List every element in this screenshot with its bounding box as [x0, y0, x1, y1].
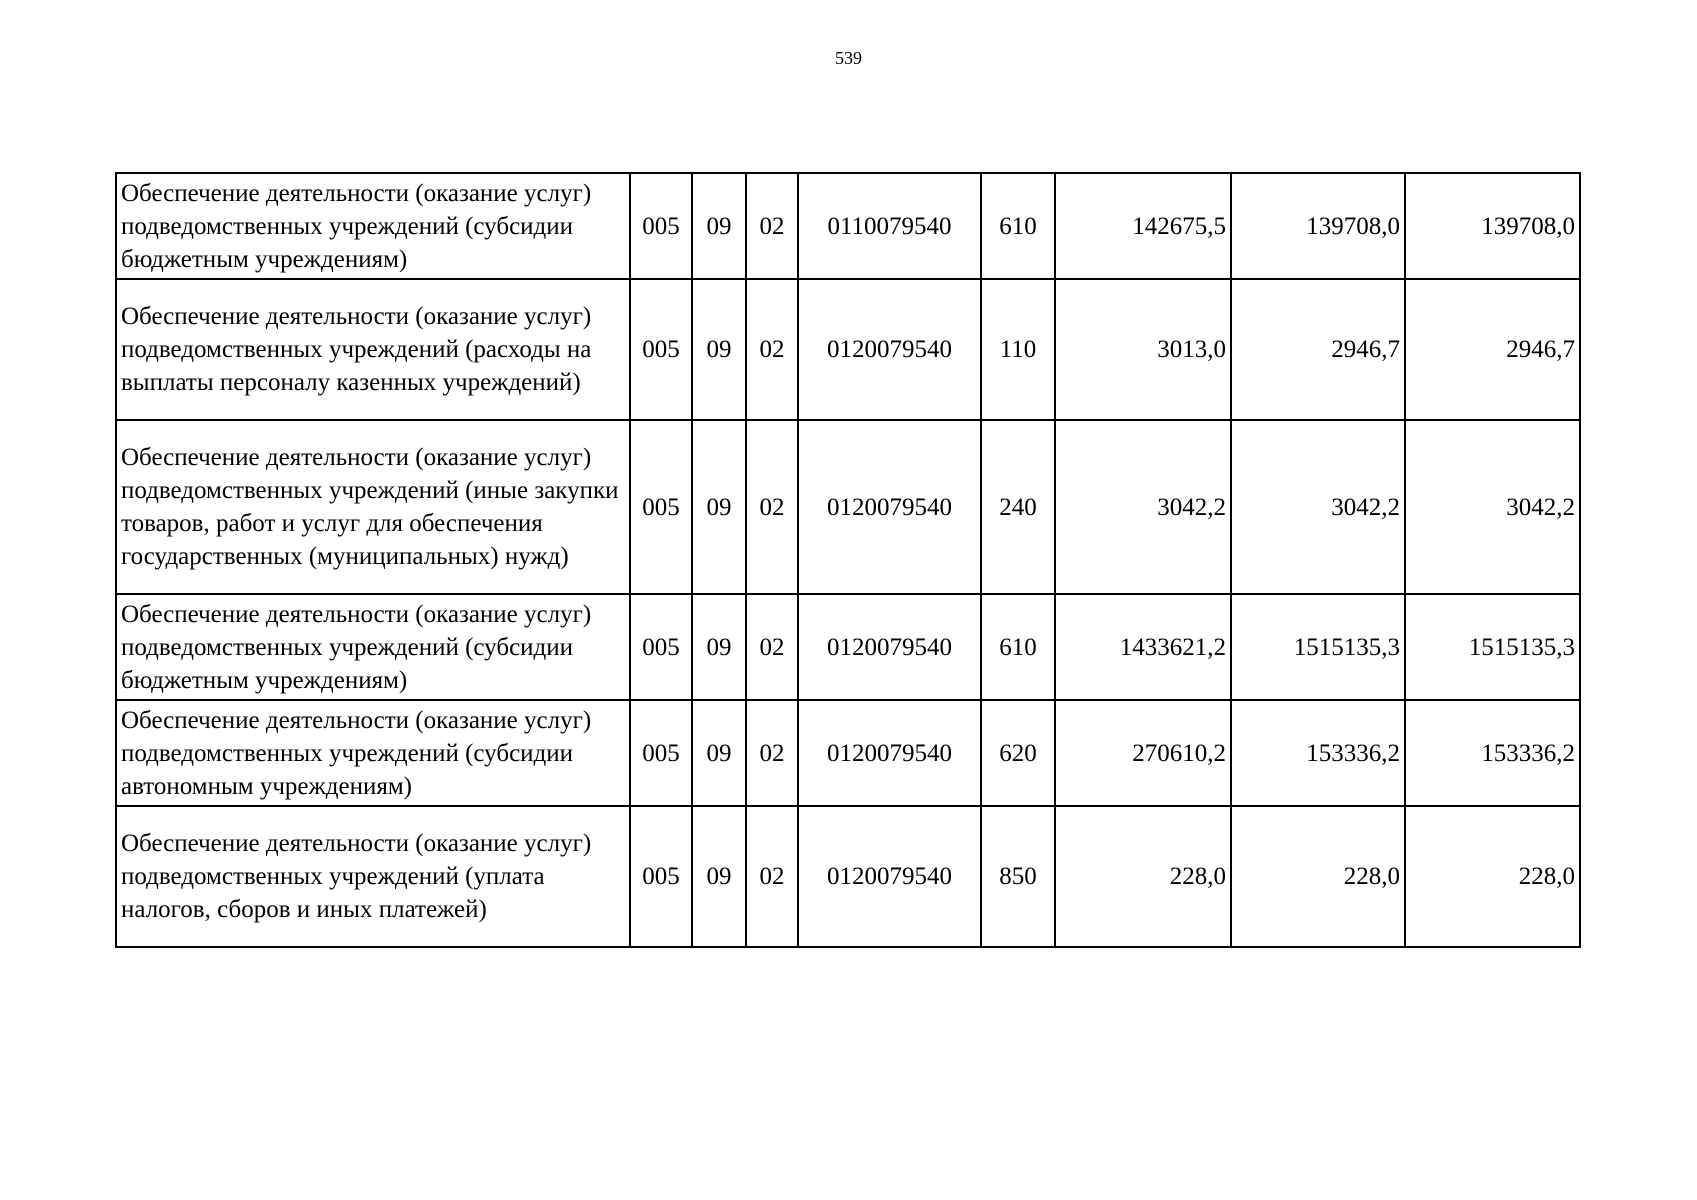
table-row [116, 594, 1580, 700]
table-row [116, 279, 1580, 420]
amount-3: 3042,2 [1405, 420, 1580, 594]
table-row [116, 806, 1580, 947]
amount-1: 1433621,2 [1055, 594, 1231, 700]
section-code: 09 [692, 700, 746, 806]
section-code: 09 [692, 420, 746, 594]
section-code: 09 [692, 279, 746, 420]
row-description: Обеспечение деятельности (оказание услуг) подведомственных учреждений (уплата налогов, сборов и иных платежей) [116, 806, 630, 947]
subsection-code: 02 [746, 173, 798, 279]
amount-1: 142675,5 [1055, 173, 1231, 279]
amount-1: 270610,2 [1055, 700, 1231, 806]
amount-2: 139708,0 [1231, 173, 1405, 279]
row-description: Обеспечение деятельности (оказание услуг) подведомственных учреждений (субсидии бюджетным учреждениям) [116, 594, 630, 700]
table-row [116, 420, 1580, 594]
subsection-code: 02 [746, 279, 798, 420]
section-code: 09 [692, 806, 746, 947]
amount-1: 228,0 [1055, 806, 1231, 947]
expense-type-code: 850 [981, 806, 1055, 947]
amount-2: 3042,2 [1231, 420, 1405, 594]
amount-1: 3013,0 [1055, 279, 1231, 420]
expense-type-code: 610 [981, 173, 1055, 279]
amount-3: 1515135,3 [1405, 594, 1580, 700]
expense-type-code: 110 [981, 279, 1055, 420]
expense-type-code: 620 [981, 700, 1055, 806]
row-description: Обеспечение деятельности (оказание услуг) подведомственных учреждений (субсидии автономным учреждениям) [116, 700, 630, 806]
ministry-code: 005 [630, 700, 692, 806]
target-article-code: 0120079540 [798, 594, 981, 700]
section-code: 09 [692, 594, 746, 700]
amount-2: 228,0 [1231, 806, 1405, 947]
subsection-code: 02 [746, 700, 798, 806]
row-description: Обеспечение деятельности (оказание услуг) подведомственных учреждений (субсидии бюджетным учреждениям) [116, 173, 630, 279]
row-description: Обеспечение деятельности (оказание услуг) подведомственных учреждений (иные закупки товаров, работ и услуг для обеспечения государственных (муниципальных) нужд) [116, 420, 630, 594]
page-number: 539 [835, 48, 862, 68]
target-article-code: 0120079540 [798, 806, 981, 947]
budget-table [115, 172, 1581, 948]
expense-type-code: 610 [981, 594, 1055, 700]
ministry-code: 005 [630, 806, 692, 947]
subsection-code: 02 [746, 806, 798, 947]
subsection-code: 02 [746, 420, 798, 594]
expense-type-code: 240 [981, 420, 1055, 594]
ministry-code: 005 [630, 173, 692, 279]
ministry-code: 005 [630, 594, 692, 700]
amount-3: 153336,2 [1405, 700, 1580, 806]
amount-2: 2946,7 [1231, 279, 1405, 420]
subsection-code: 02 [746, 594, 798, 700]
table-row [116, 700, 1580, 806]
target-article-code: 0120079540 [798, 279, 981, 420]
amount-3: 139708,0 [1405, 173, 1580, 279]
target-article-code: 0120079540 [798, 420, 981, 594]
amount-3: 228,0 [1405, 806, 1580, 947]
section-code: 09 [692, 173, 746, 279]
amount-1: 3042,2 [1055, 420, 1231, 594]
ministry-code: 005 [630, 420, 692, 594]
amount-2: 153336,2 [1231, 700, 1405, 806]
ministry-code: 005 [630, 279, 692, 420]
table-row [116, 173, 1580, 279]
row-description: Обеспечение деятельности (оказание услуг) подведомственных учреждений (расходы на выплаты персоналу казенных учреждений) [116, 279, 630, 420]
target-article-code: 0120079540 [798, 700, 981, 806]
amount-3: 2946,7 [1405, 279, 1580, 420]
amount-2: 1515135,3 [1231, 594, 1405, 700]
target-article-code: 0110079540 [798, 173, 981, 279]
